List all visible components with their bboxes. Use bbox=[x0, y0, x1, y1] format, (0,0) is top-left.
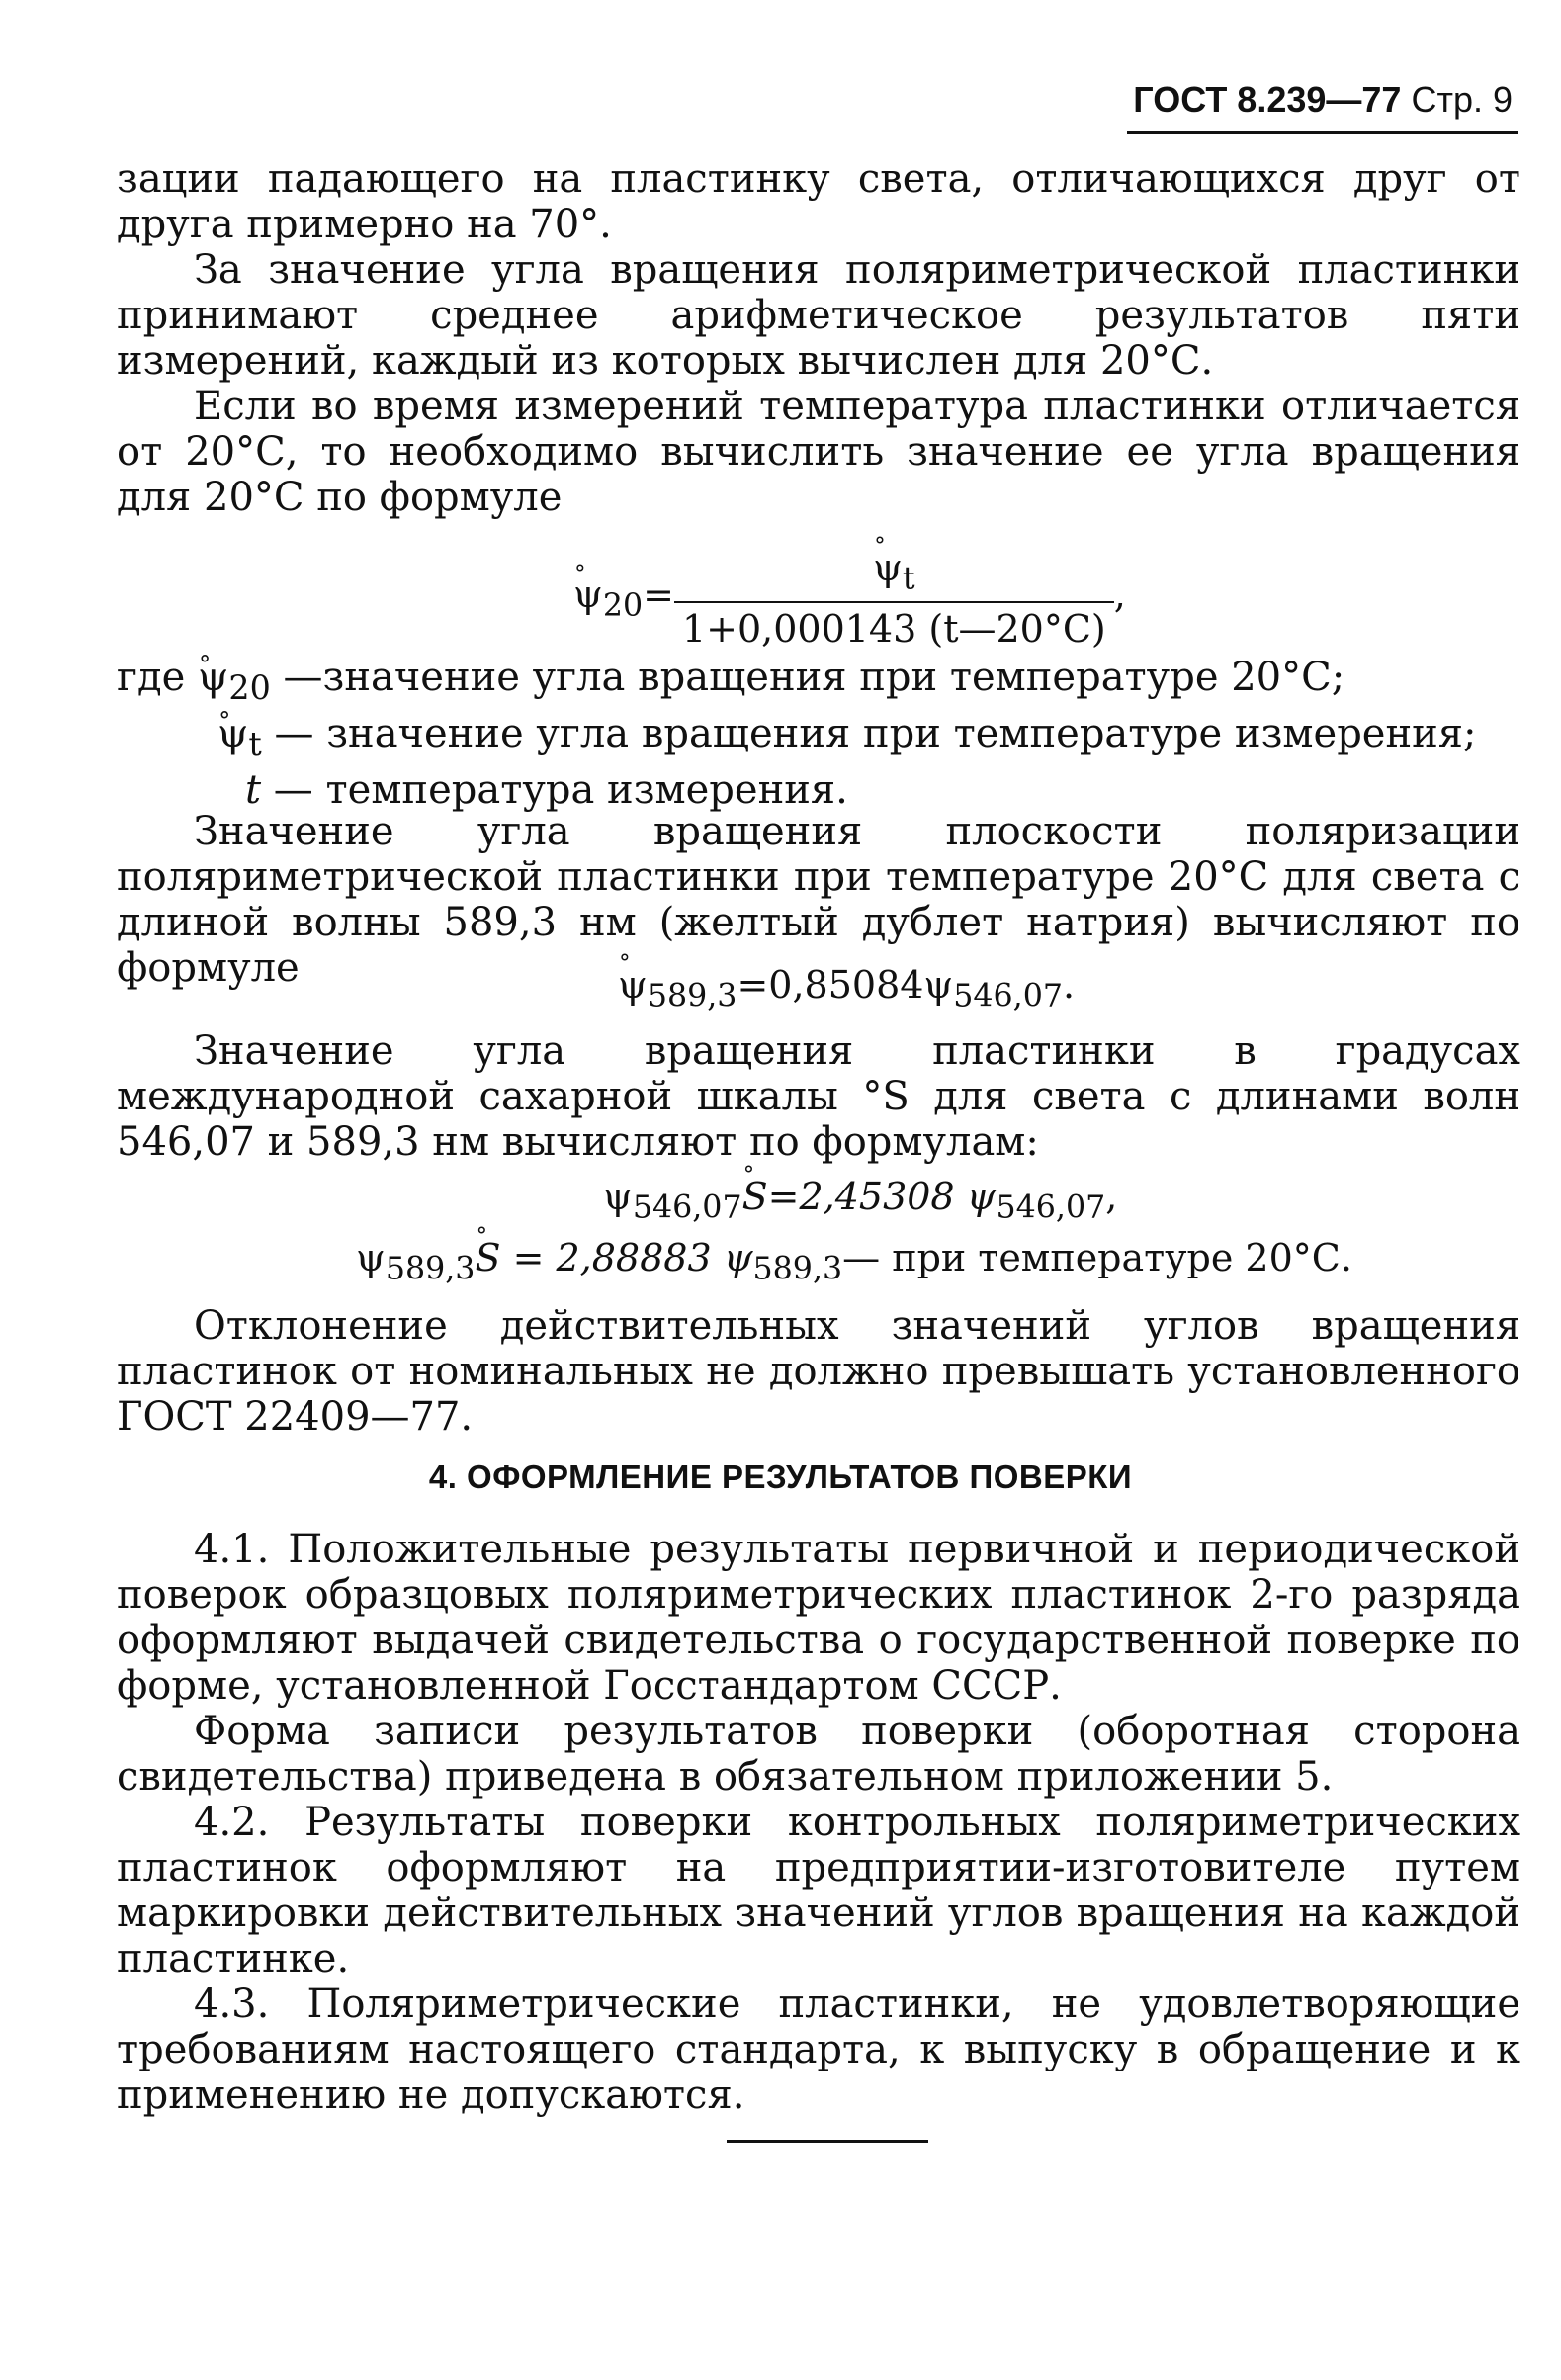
where-sub-1: 20 bbox=[228, 668, 271, 707]
standard-number: ГОСТ 8.239—77 bbox=[1133, 79, 1402, 120]
paragraph-9: 4.2. Результаты поверки контрольных поляриметрических пластинок оформляют на предприятии-изготовителе путем маркировки действительных значений углов вращения на каждой пластинке. bbox=[117, 1800, 1520, 1982]
formula-fraction bbox=[674, 546, 1114, 651]
text-block-4 bbox=[117, 1303, 1520, 1440]
where-text-2: — значение угла вращения при температуре измерения; bbox=[274, 711, 1477, 756]
section-title: 4. ОФОРМЛЕНИЕ РЕЗУЛЬТАТОВ ПОВЕРКИ bbox=[428, 1458, 1133, 1495]
where-symbol-3: t bbox=[245, 767, 262, 813]
formula4-tail: — при температуре 20°С. bbox=[842, 1236, 1352, 1279]
paragraph-3: Если во время измерений температура пластинки отличается от 20°С, то необходимо вычислить значение ее угла вращения для 20°С по формуле bbox=[117, 384, 1520, 520]
formula2-mid: =0,85084ψ bbox=[737, 963, 954, 1007]
formula-psi-20: ° ψ bbox=[573, 573, 603, 616]
formula3-tail: , bbox=[1105, 1175, 1118, 1218]
formula2-tail: . bbox=[1063, 963, 1076, 1007]
formula-sugar-scale-2 bbox=[356, 1236, 1352, 1287]
where-row-3 bbox=[117, 767, 1477, 813]
formula-psi-20-sub: 20 bbox=[602, 587, 644, 624]
formula-sodium-doublet bbox=[618, 963, 1075, 1014]
where-sub-2: t bbox=[248, 725, 262, 763]
where-symbol-2: ° ψ bbox=[217, 711, 248, 756]
text-block-3 bbox=[117, 1028, 1520, 1165]
formula3-psi: ψ bbox=[603, 1175, 633, 1218]
where-row-2 bbox=[117, 711, 1477, 767]
formula4-mid: ° S = 2,88883 ψ bbox=[475, 1236, 752, 1279]
where-lead: где bbox=[117, 655, 186, 700]
where-row-1 bbox=[117, 655, 1477, 711]
formula3-a-sub: 546,07 bbox=[632, 1190, 742, 1226]
paragraph-1: зации падающего на пластинку света, отличающихся друг от друга примерно на 70°. bbox=[117, 156, 1520, 247]
page-header bbox=[1117, 79, 1513, 121]
formula2-psi: ° ψ bbox=[618, 963, 648, 1007]
formula2-rhs-sub: 546,07 bbox=[953, 978, 1064, 1014]
paragraph-8: Форма записи результатов поверки (оборотная сторона свидетельства) приведена в обязательном приложении 5. bbox=[117, 1709, 1520, 1800]
page-number: Стр. 9 bbox=[1411, 79, 1513, 120]
formula-denominator: 1+0,000143 (t—20°C) bbox=[681, 606, 1106, 651]
text-block-1 bbox=[117, 156, 1520, 520]
where-text-3: — температура измерения. bbox=[273, 767, 848, 813]
paragraph-4: Значение угла вращения плоскости поляризации поляриметрической пластинки при температуре 20°С для света с длиной волны 589,3 нм (желтый дублет натрия) вычисляют по формуле bbox=[117, 809, 1520, 991]
formula3-mid: ° S=2,45308 ψ bbox=[742, 1175, 997, 1218]
paragraph-2: За значение угла вращения поляриметрической пластинки принимают среднее арифметическое результатов пяти измерений, каждый из которых вычислен для 20°С. bbox=[117, 247, 1520, 384]
where-block bbox=[117, 655, 1477, 813]
paragraph-7: 4.1. Положительные результаты первичной и периодической поверок образцовых поляриметрических пластинок 2-го разряда оформляют выдачей свидетельства о государственной поверке по форме, установленной Госстандартом СССР. bbox=[117, 1527, 1520, 1709]
formula-temperature-correction bbox=[573, 546, 1126, 651]
end-rule bbox=[727, 2140, 928, 2143]
where-symbol-1: ° ψ bbox=[198, 655, 228, 700]
formula-sugar-scale-1 bbox=[603, 1175, 1117, 1226]
formula-equals: = bbox=[643, 573, 674, 617]
header-rule bbox=[1127, 131, 1518, 134]
formula-numerator bbox=[674, 546, 1114, 603]
paragraph-6: Отклонение действительных значений углов вращения пластинок от номинальных не должно превышать установленного ГОСТ 22409—77. bbox=[117, 1303, 1520, 1440]
paragraph-5: Значение угла вращения пластинки в градусах международной сахарной шкалы °S для света с длинами волн 546,07 и 589,3 нм вычисляют по формулам: bbox=[117, 1028, 1520, 1165]
formula-tail: , bbox=[1113, 573, 1126, 617]
formula4-a-sub: 589,3 bbox=[385, 1251, 476, 1287]
text-block-5 bbox=[117, 1527, 1520, 2118]
paragraph-10: 4.3. Поляриметрические пластинки, не удовлетворяющие требованиям настоящего стандарта, к выпуску в обращение и к применению не допускаются. bbox=[117, 1982, 1520, 2118]
where-text-1: —значение угла вращения при температуре 20°С; bbox=[283, 655, 1345, 700]
formula4-b-sub: 589,3 bbox=[752, 1251, 843, 1287]
formula-num-sub: t bbox=[902, 561, 915, 597]
formula3-b-sub: 546,07 bbox=[996, 1190, 1106, 1226]
formula-num-psi: ° ψ bbox=[873, 546, 903, 589]
formula2-lhs-sub: 589,3 bbox=[647, 978, 737, 1014]
formula4-psi: ψ bbox=[356, 1236, 386, 1279]
